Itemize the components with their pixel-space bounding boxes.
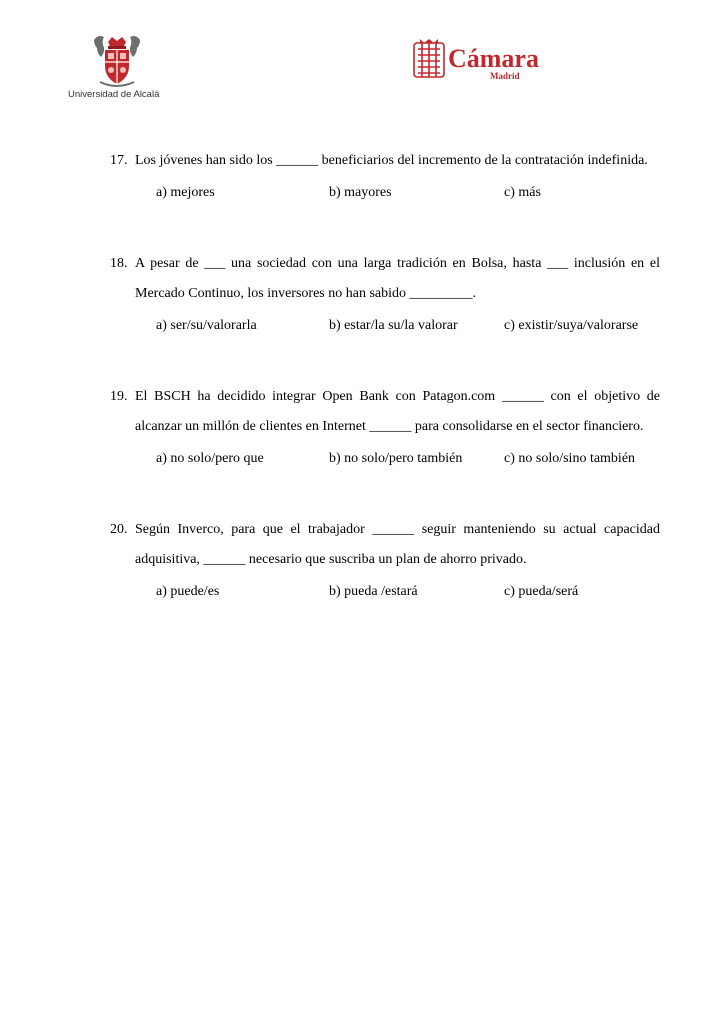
university-caption: Universidad de Alcalá [68,89,160,100]
question-number: 17. [110,153,128,168]
option-c: c) pueda/será [504,584,579,599]
question-text: Según Inverco, para que el trabajador ______ seguir manteniendo su actual capacidad adquisitiva, ______ necesario que suscriba un plan de ahorro privado. [135,522,660,567]
option-b: b) mayores [329,185,392,200]
answer-options [110,444,660,474]
question-list [110,146,660,648]
option-c: c) más [504,185,541,200]
university-coat-of-arms-logo [88,32,146,90]
question-text: A pesar de ___ una sociedad con una larga tradición en Bolsa, hasta ___ inclusión en el Mercado Continuo, los inversores no han sabido _________. [135,256,660,301]
option-a: a) puede/es [156,584,220,599]
question-number: 20. [110,522,128,537]
answer-options [110,178,660,208]
question-number: 18. [110,256,128,271]
question-19 [110,382,660,474]
svg-text:Cámara: Cámara [448,44,539,73]
option-c: c) no solo/sino también [504,451,636,466]
option-b: b) estar/la su/la valorar [329,318,458,333]
question-text: El BSCH ha decidido integrar Open Bank con Patagon.com ______ con el objetivo de alcanzar un millón de clientes en Internet ______ para consolidarse en el sector financiero. [135,389,660,434]
question-17 [110,146,660,208]
question-20 [110,515,660,607]
option-b: b) no solo/pero también [329,451,463,466]
option-c: c) existir/suya/valorarse [504,318,639,333]
question-number: 19. [110,389,128,404]
answer-options [110,311,660,341]
answer-options [110,577,660,607]
option-a: a) ser/su/valorarla [156,318,257,333]
question-text: Los jóvenes han sido los ______ beneficiarios del incremento de la contratación indefinida. [135,153,648,168]
svg-text:Madrid: Madrid [490,71,520,81]
option-a: a) no solo/pero que [156,451,264,466]
option-b: b) pueda /estará [329,584,418,599]
page-header [0,0,728,120]
option-a: a) mejores [156,185,215,200]
question-18 [110,249,660,341]
camara-madrid-logo [410,37,550,85]
